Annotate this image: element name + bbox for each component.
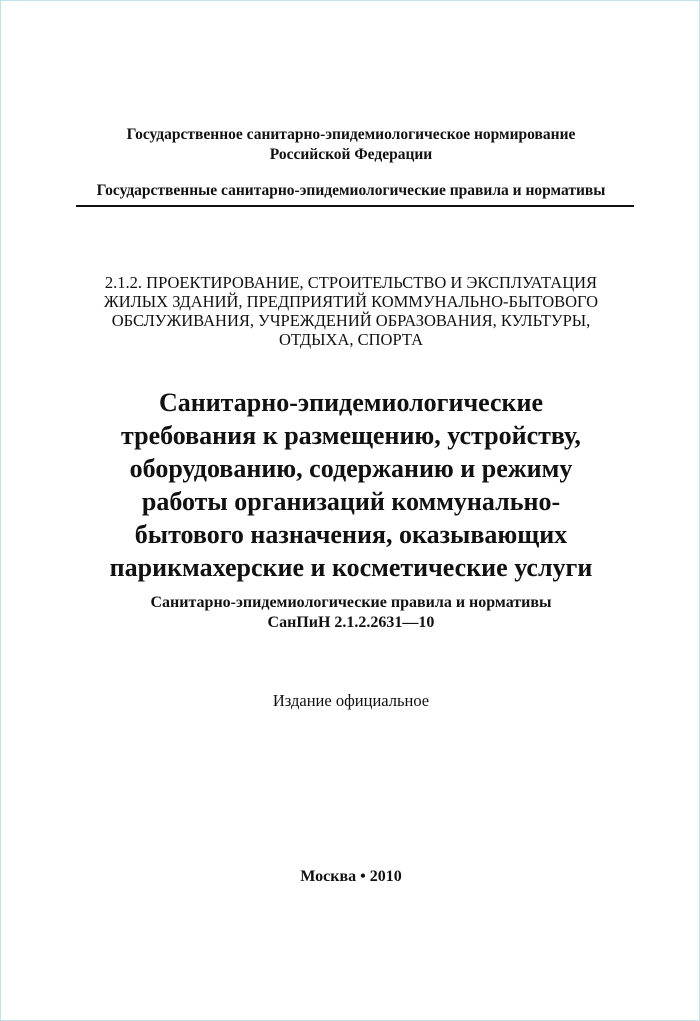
section-line-3: ОБСЛУЖИВАНИЯ, УЧРЕЖДЕНИЙ ОБРАЗОВАНИЯ, КУЛЬТУРЫ, xyxy=(111,311,591,330)
authority-line-2: Российской Федерации xyxy=(269,146,433,163)
issuing-authority xyxy=(1,125,700,165)
title-line-1: Санитарно-эпидемиологические xyxy=(158,388,544,417)
document-title xyxy=(1,386,700,584)
title-line-2: требования к размещению, устройству, xyxy=(121,421,581,450)
regulation-block xyxy=(1,593,700,633)
imprint-place-year: Москва • 2010 xyxy=(300,868,402,885)
title-line-4: работы организаций коммунально- xyxy=(141,487,561,516)
title-line-3: оборудованию, содержанию и режиму xyxy=(129,454,573,483)
section-line-4: ОТДЫХА, СПОРТА xyxy=(278,330,424,349)
series-title: Государственные санитарно-эпидемиологические правила и нормативы xyxy=(96,182,606,199)
section-heading xyxy=(1,273,700,349)
authority-line-1: Государственное санитарно-эпидемиологическое нормирование xyxy=(126,126,576,143)
title-line-6: парикмахерские и косметические услуги xyxy=(109,553,593,582)
edition-label: Издание официальное xyxy=(272,691,430,710)
title-line-5: бытового назначения, оказывающих xyxy=(134,520,568,549)
regulation-code: СанПиН 2.1.2.2631—10 xyxy=(267,614,435,631)
section-line-2: ЖИЛЫХ ЗДАНИЙ, ПРЕДПРИЯТИЙ КОММУНАЛЬНО-БЫТОВОГО xyxy=(103,292,599,311)
series-underline xyxy=(76,205,634,207)
section-line-1: 2.1.2. ПРОЕКТИРОВАНИЕ, СТРОИТЕЛЬСТВО И ЭКСПЛУАТАЦИЯ xyxy=(104,273,598,292)
regulation-type: Санитарно-эпидемиологические правила и нормативы xyxy=(150,594,552,611)
